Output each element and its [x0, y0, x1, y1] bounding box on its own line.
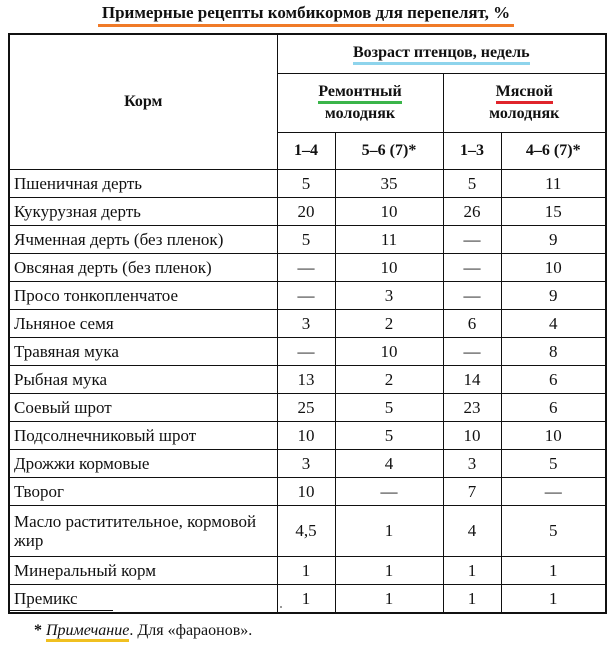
header-group-meat	[443, 74, 606, 133]
feed-name-cell: Творог	[9, 478, 277, 506]
feed-name-cell: Масло раститительное, кормовой жир	[9, 506, 277, 557]
value-cell: 1	[335, 506, 443, 557]
footnote-rule	[8, 610, 113, 611]
value-cell: 35	[335, 170, 443, 198]
footnote-label: Примечание	[46, 622, 129, 642]
feed-name-cell: Подсолнечниковый шрот	[9, 422, 277, 450]
value-cell: —	[335, 478, 443, 506]
header-group-repair-bottom: молодняк	[324, 105, 396, 122]
table-row	[9, 450, 606, 478]
value-cell: 1	[277, 557, 335, 585]
header-col-meat-2: 4–6 (7)*	[501, 133, 606, 170]
value-cell: 25	[277, 394, 335, 422]
value-cell: 5	[277, 170, 335, 198]
feed-name-cell: Минеральный корм	[9, 557, 277, 585]
header-feed: Корм	[9, 34, 277, 170]
value-cell: —	[443, 254, 501, 282]
feed-name-cell: Рыбная мука	[9, 366, 277, 394]
value-cell: 4	[335, 450, 443, 478]
table-row	[9, 506, 606, 557]
value-cell: —	[443, 226, 501, 254]
footnote	[34, 621, 252, 641]
header-col-repair-2: 5–6 (7)*	[335, 133, 443, 170]
value-cell: 1	[277, 585, 335, 614]
value-cell: 3	[443, 450, 501, 478]
value-cell: —	[277, 282, 335, 310]
header-group-meat-top: Мясной	[496, 83, 553, 104]
value-cell: 14	[443, 366, 501, 394]
feed-name-cell: Ячменная дерть (без пленок)	[9, 226, 277, 254]
feed-name-cell: Дрожжи кормовые	[9, 450, 277, 478]
value-cell: —	[443, 338, 501, 366]
value-cell: 1	[501, 557, 606, 585]
value-cell: —	[501, 478, 606, 506]
table-row	[9, 557, 606, 585]
footnote-text: . Для «фараонов».	[129, 622, 253, 639]
header-group-meat-bottom: молодняк	[489, 105, 560, 122]
value-cell: 11	[501, 170, 606, 198]
feed-recipes-table	[8, 33, 607, 614]
feed-name-cell: Овсяная дерть (без пленок)	[9, 254, 277, 282]
value-cell: 4	[443, 506, 501, 557]
value-cell: 3	[277, 450, 335, 478]
value-cell: 10	[501, 254, 606, 282]
table-row	[9, 478, 606, 506]
value-cell: 20	[277, 198, 335, 226]
header-col-meat-1: 1–3	[443, 133, 501, 170]
header-age-label: Возраст птенцов, недель	[353, 44, 530, 65]
feed-name-cell: Соевый шрот	[9, 394, 277, 422]
value-cell: 10	[335, 254, 443, 282]
table-row	[9, 170, 606, 198]
value-cell: 10	[277, 478, 335, 506]
table-row	[9, 310, 606, 338]
value-cell: 6	[501, 366, 606, 394]
value-cell: 5	[335, 422, 443, 450]
table-row	[9, 585, 606, 614]
header-col-repair-1: 1–4	[277, 133, 335, 170]
feed-name-cell: Премикс	[9, 585, 277, 614]
value-cell: 10	[501, 422, 606, 450]
value-cell: —	[277, 338, 335, 366]
header-group-repair-top: Ремонтный	[318, 83, 401, 104]
value-cell: 6	[501, 394, 606, 422]
value-cell: 2	[335, 310, 443, 338]
value-cell: 5	[335, 394, 443, 422]
table-row	[9, 282, 606, 310]
value-cell: 9	[501, 282, 606, 310]
table-row	[9, 198, 606, 226]
value-cell: 2	[335, 366, 443, 394]
value-cell: —	[443, 282, 501, 310]
value-cell: 23	[443, 394, 501, 422]
table-row	[9, 226, 606, 254]
table-body	[9, 170, 606, 614]
footnote-star: *	[34, 622, 42, 639]
feed-name-cell: Кукурузная дерть	[9, 198, 277, 226]
title-wrap	[0, 2, 612, 27]
value-cell: 1	[443, 557, 501, 585]
header-group-repair	[277, 74, 443, 133]
value-cell: 10	[335, 338, 443, 366]
feed-name-cell: Пшеничная дерть	[9, 170, 277, 198]
value-cell: 7	[443, 478, 501, 506]
table-row	[9, 366, 606, 394]
table-row	[9, 254, 606, 282]
value-cell: 5	[501, 506, 606, 557]
stray-dot	[280, 606, 282, 608]
value-cell: 26	[443, 198, 501, 226]
value-cell: 10	[277, 422, 335, 450]
value-cell: 9	[501, 226, 606, 254]
value-cell: 5	[501, 450, 606, 478]
value-cell: 4	[501, 310, 606, 338]
value-cell: 11	[335, 226, 443, 254]
table-row	[9, 394, 606, 422]
value-cell: 5	[277, 226, 335, 254]
value-cell: 5	[443, 170, 501, 198]
value-cell: 15	[501, 198, 606, 226]
value-cell: 1	[501, 585, 606, 614]
value-cell: 1	[335, 557, 443, 585]
value-cell: 8	[501, 338, 606, 366]
value-cell: —	[277, 254, 335, 282]
value-cell: 3	[335, 282, 443, 310]
value-cell: 10	[443, 422, 501, 450]
value-cell: 1	[335, 585, 443, 614]
header-age	[277, 34, 606, 74]
value-cell: 3	[277, 310, 335, 338]
feed-name-cell: Просо тонкопленчатое	[9, 282, 277, 310]
value-cell: 13	[277, 366, 335, 394]
feed-name-cell: Льняное семя	[9, 310, 277, 338]
value-cell: 4,5	[277, 506, 335, 557]
value-cell: 10	[335, 198, 443, 226]
value-cell: 6	[443, 310, 501, 338]
table-row	[9, 422, 606, 450]
page-title: Примерные рецепты комбикормов для перепелят, %	[98, 2, 514, 27]
table-row	[9, 338, 606, 366]
value-cell: 1	[443, 585, 501, 614]
feed-name-cell: Травяная мука	[9, 338, 277, 366]
